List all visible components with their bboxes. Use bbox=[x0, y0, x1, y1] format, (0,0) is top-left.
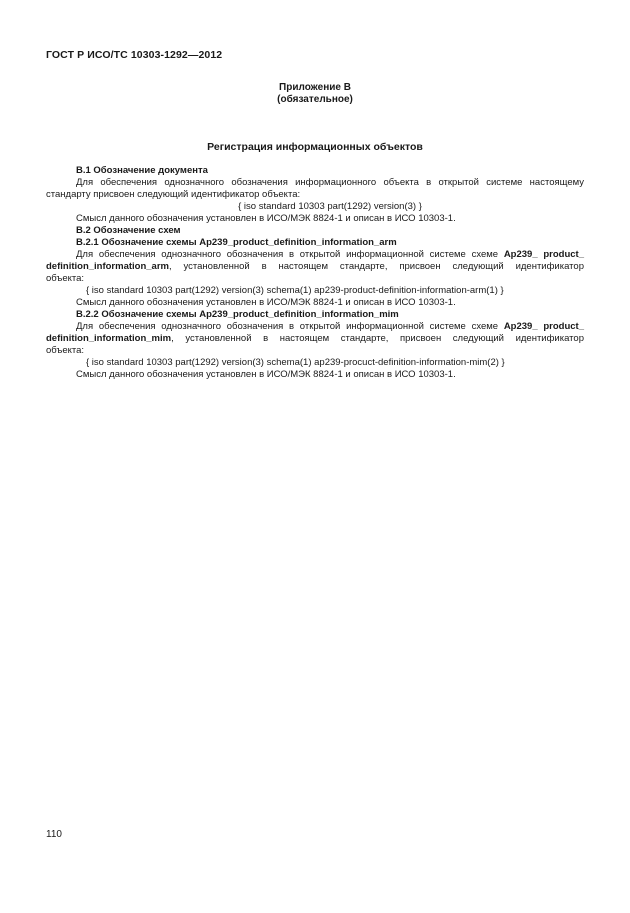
b21-identifier: { iso standard 10303 part(1292) version(3) schema(1) ap239-product-definition-information-arm(1) } bbox=[86, 285, 504, 296]
b22-heading: В.2.2 Обозначение схемы Ap239_product_definition_information_mim bbox=[76, 309, 399, 320]
standard-designation: ГОСТ Р ИСО/ТС 10303-1292—2012 bbox=[46, 49, 223, 61]
b21-paragraph-line1 bbox=[46, 249, 584, 261]
annex-title: Приложение В bbox=[279, 82, 351, 93]
b2-heading: В.2 Обозначение схем bbox=[76, 225, 181, 236]
b22-text-start: Для обеспечения однозначного обозначения в открытой информационной системе схеме bbox=[76, 321, 504, 332]
b22-paragraph-line2 bbox=[46, 333, 584, 345]
b1-paragraph: Для обеспечения однозначного обозначения информационного объекта в открытой системе настоящему стандарту присвоен следующий идентификатор объекта: bbox=[46, 177, 584, 200]
b22-meaning: Смысл данного обозначения установлен в ИСО/МЭК 8824-1 и описан в ИСО 10303-1. bbox=[76, 369, 456, 380]
b21-text-continuation: , установленной в настоящем стандарте, присвоен следующий идентификатор bbox=[168, 261, 584, 272]
b22-paragraph-line1 bbox=[46, 321, 584, 333]
b22-text-continuation: , установленной в настоящем стандарте, присвоен следующий идентификатор bbox=[171, 333, 584, 344]
b22-paragraph-line3: объекта: bbox=[46, 345, 85, 356]
b21-schema-name-part1: Ap239_ product_ bbox=[503, 249, 584, 260]
b1-identifier: { iso standard 10303 part(1292) version(3) } bbox=[238, 201, 422, 212]
b22-schema-name-part2: definition_information_mim bbox=[46, 333, 172, 344]
b21-meaning: Смысл данного обозначения установлен в ИСО/МЭК 8824-1 и описан в ИСО 10303-1. bbox=[76, 297, 456, 308]
b22-schema-name-part1: Ap239_ product_ bbox=[503, 321, 584, 332]
b22-identifier: { iso standard 10303 part(1292) version(3) schema(1) ap239-procuct-definition-information-mim(2) } bbox=[86, 357, 505, 368]
b21-paragraph-line2 bbox=[46, 261, 584, 273]
annex-status: (обязательное) bbox=[277, 94, 353, 105]
b21-paragraph-line3: объекта: bbox=[46, 273, 85, 284]
section-title: Регистрация информационных объектов bbox=[207, 141, 423, 153]
body-text bbox=[46, 165, 584, 381]
b1-heading: В.1 Обозначение документа bbox=[76, 165, 208, 176]
b21-text-start: Для обеспечения однозначного обозначения в открытой информационной системе схеме bbox=[76, 249, 504, 260]
b21-schema-name-part2: definition_information_arm bbox=[46, 261, 169, 272]
b1-meaning: Смысл данного обозначения установлен в ИСО/МЭК 8824-1 и описан в ИСО 10303-1. bbox=[76, 213, 456, 224]
page-number: 110 bbox=[46, 829, 62, 840]
b21-heading: В.2.1 Обозначение схемы Ap239_product_definition_information_arm bbox=[76, 237, 397, 248]
